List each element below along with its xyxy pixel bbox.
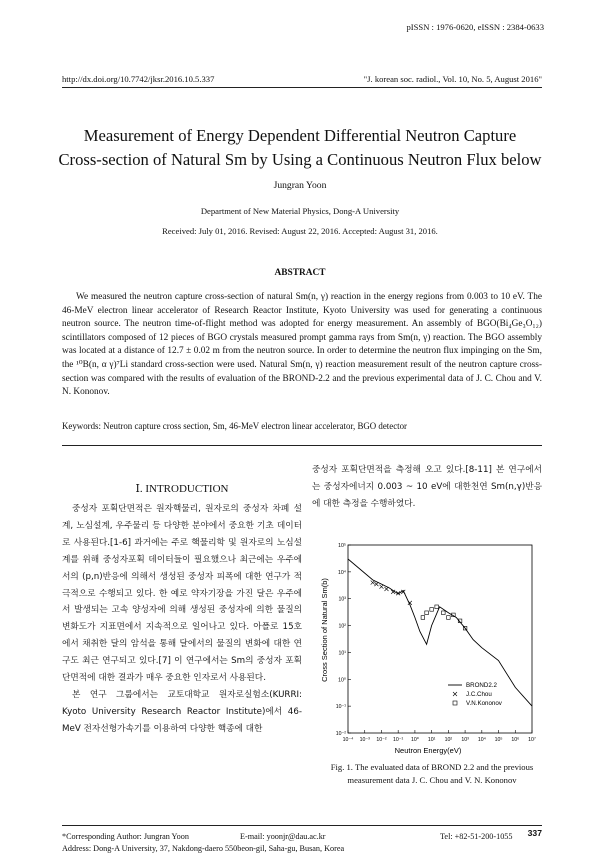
doi-link[interactable]: http://dx.doi.org/10.7742/jksr.2016.10.5.337 — [62, 74, 215, 84]
x-tick-label: 10⁵ — [494, 737, 503, 743]
point-kononov — [442, 611, 446, 615]
issn-line: pISSN : 1976-0620, eISSN : 2384-0633 — [406, 22, 544, 32]
corresponding-author: *Corresponding Author: Jungran Yoon — [62, 832, 189, 841]
received-dates: Received: July 01, 2016. Revised: August 22, 2016. Accepted: August 31, 2016. — [162, 226, 438, 236]
keywords-rule — [62, 445, 542, 446]
chart-plot-area — [348, 559, 532, 706]
x-axis-label: Neutron Energy(eV) — [394, 746, 462, 755]
point-chou — [371, 581, 375, 585]
y-tick-label: 10³ — [338, 596, 346, 603]
point-kononov — [421, 616, 425, 620]
chart-legend — [448, 682, 503, 707]
x-tick-label: 10⁶ — [511, 737, 520, 743]
point-chou — [374, 582, 378, 586]
intro-paragraph-2: 본 연구 그룹에서는 교토대학교 원자로실험소(KURRI: Kyoto University Research Reactor Institute)에서 46-MeV 전자선형가속기를 이용하여 다양한 핵종에 대한 — [62, 689, 302, 734]
y-tick-label: 10² — [338, 623, 346, 630]
legend-label: J.C.Chou — [466, 691, 492, 699]
point-kononov — [435, 605, 439, 609]
x-tick-label: 10¹ — [427, 737, 436, 743]
page-number: 337 — [527, 828, 542, 838]
x-tick-label: 10⁻² — [376, 737, 387, 743]
title-line-1: Measurement of Energy Dependent Differential Neutron Capture — [83, 126, 517, 145]
chart-ticks — [336, 543, 536, 743]
point-chou — [379, 585, 383, 589]
legend-label: BROND2.2 — [466, 682, 497, 690]
intro-paragraph-3: 중성자 포획단면적을 측정해 오고 있다.[8-11] 본 연구에서는 중성자에너지 0.003 ~ 10 eV에 대한천연 Sm(n,γ)반응에 대한 측정을 수행하였다. — [312, 465, 542, 509]
y-tick-label: 10⁰ — [338, 677, 346, 684]
x-tick-label: 10⁰ — [410, 737, 419, 743]
y-tick-label: 10¹ — [338, 650, 346, 657]
x-tick-label: 10⁴ — [477, 737, 486, 743]
point-chou — [384, 587, 388, 591]
point-kononov — [430, 608, 434, 612]
author-email[interactable]: E-mail: yoonjr@dau.ac.kr — [240, 832, 326, 841]
journal-citation: "J. korean soc. radiol., Vol. 10, No. 5, August 2016" — [363, 74, 542, 84]
plot-frame — [348, 545, 532, 733]
legend-kononov-swatch — [453, 701, 457, 705]
author: Jungran Yoon — [273, 180, 327, 191]
y-axis-label: Cross Section of Natural Sm(b) — [320, 578, 329, 682]
point-kononov — [425, 611, 429, 615]
x-tick-label: 10⁻¹ — [393, 737, 404, 743]
author-phone: Tel: +82-51-200-1055 — [440, 832, 513, 841]
cross-section-chart — [318, 535, 540, 757]
right-column — [312, 462, 542, 513]
x-tick-label: 10⁻³ — [359, 737, 370, 743]
y-tick-label: 10⁻¹ — [335, 704, 346, 711]
keywords: Keywords: Neutron capture cross section, Sm, 46-MeV electron linear accelerator, BGO detector — [62, 421, 407, 431]
legend-label: V.N.Kononov — [466, 700, 502, 708]
left-column — [62, 501, 302, 738]
x-tick-label: 10⁷ — [528, 737, 536, 743]
affiliation: Department of New Material Physics, Dong-A University — [200, 206, 400, 216]
title-line-2: Cross-section of Natural Sm by Using a Continuous Neutron Flux below — [58, 150, 542, 169]
abstract-text: We measured the neutron capture cross-section of natural Sm(n, γ) reaction in the energy regions from 0.003 to 10 eV. The 46-MeV electron linear accelerator of Research Reactor Institute, Kyoto University was used for generating a continuous neutron source. The neutron time-of-flight method was adopted for energy measurement. An assembly of BGO(Bi₄Ge₃O₁₂) scintillators composed of 12 pieces of BGO crystals measured prompt gamma rays from Sm(n, γ) reaction. The BGO assembly was located at a distance of 12.7 ± 0.02 m from the neutron source. In order to determine the neutron flux impinging on the Sm, the ¹⁰B(n, α γ)⁷Li standard cross-section were used. Natural Sm(n, γ) reaction measurement result of the neutron capture cross-section was compared with the results of evaluation of the BROND-2.2 and the previous experimental data of J. C. Chou and V. N. Kononov. — [62, 292, 542, 398]
chart-axes — [348, 545, 532, 733]
paper-title — [40, 124, 560, 172]
section-heading: Ⅰ. INTRODUCTION — [135, 483, 229, 495]
y-tick-label: 10⁴ — [338, 569, 346, 576]
point-kononov — [447, 616, 451, 620]
footer-rule — [62, 825, 542, 826]
x-tick-label: 10² — [444, 737, 453, 743]
author-address: Address: Dong-A University, 37, Nakdong-daero 550beon-gil, Saha-gu, Busan, Korea — [62, 844, 345, 853]
header-rule — [62, 87, 542, 88]
abstract-heading: ABSTRACT — [274, 268, 326, 278]
intro-paragraph-1: 중성자 포획단면적은 원자핵물리, 원자로의 중성자 차폐 설계, 노심설계, 우주물리 등 다양한 분야에서 중요한 기초 데이터로 사용된다.[1-6] 과거에는 주로 핵물리학 및 원자로의 노심설계를 위해 중성자포획 데이터들이 필요했으나 최근에는 우주에서의 (p,n)반응에 의해서 생성된 중성자 피폭에 대한 연구가 적극적으로 수행되고 있다. 한 예로 약자기장을 가진 달은 우주에서 발생되는 고속 양성자에 의해 생성된 중성자에 의한 물질의 변화도가 지표면에서 지속적으로 일어나고 있다. 아폴로 15호에서 채취한 달의 암석을 통해 달에서의 물질의 변화에 대한 연구도 최근 연구되고 있다.[7] 이 연구에서는 Sm의 중성자 포획단면적에 대한 결과가 매우 중요한 인자로서 사용된다. — [62, 504, 302, 684]
x-tick-label: 10³ — [461, 737, 469, 743]
y-tick-label: 10⁵ — [338, 543, 346, 549]
y-tick-label: 10⁻² — [335, 731, 346, 737]
legend-chou-swatch — [453, 692, 457, 696]
series-brond-line — [348, 559, 532, 706]
figure-caption: Fig. 1. The evaluated data of BROND 2.2 and the previous measurement data J. C. Chou and V. N. Kononov — [330, 762, 534, 785]
x-tick-label: 10⁻⁴ — [342, 737, 354, 743]
